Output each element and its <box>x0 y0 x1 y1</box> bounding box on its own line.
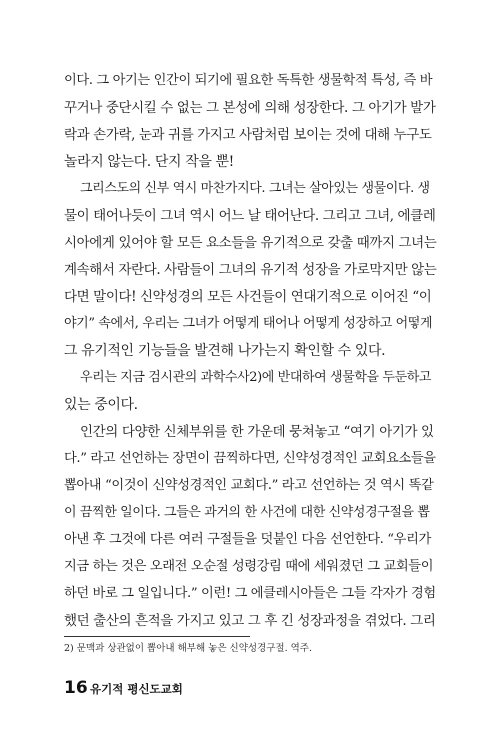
body-line: 이다. 그 아기는 인간이 되기에 필요한 독특한 생물학적 특성, 즉 바 <box>64 73 433 88</box>
body-line: 다면 말이다! 신약성경의 모든 사건들이 연대기적으로 이어진 “이 <box>64 289 432 305</box>
body-line: 아낸 후 그것에 다른 여러 구절들을 덧붙인 다음 선언한다. “우리가 <box>64 532 431 547</box>
body-line: 하던 바로 그 일입니다.” 이런! 그 에클레시아들은 그들 각자가 경험 <box>64 586 436 601</box>
body-line: 놀라지 않는다. 단지 작을 뿐! <box>64 154 234 170</box>
body-line: 있는 중이다. <box>64 397 138 413</box>
body-line: 계속해서 자란다. 사람들이 그녀의 유기적 성장을 가로막지만 않는 <box>64 262 437 278</box>
body-line: 우리는 지금 검시관의 과학수사2)에 반대하여 생물학을 두둔하고 <box>80 370 432 385</box>
footnote-divider <box>64 636 250 637</box>
body-line: 뽑아내 “이것이 신약성경적인 교회다.” 라고 선언하는 것 역시 똑같 <box>64 478 434 493</box>
body-line: 이 끔찍한 일이다. 그들은 과거의 한 사건에 대한 신약성경구절을 뽑 <box>64 505 430 520</box>
body-line: 그 유기적인 기능들을 발견해 나가는지 확인할 수 있다. <box>64 343 386 359</box>
body-line: 시아에게 있어야 할 모든 요소들을 유기적으로 갖출 때까지 그녀는 <box>64 235 437 251</box>
body-line: 다.” 라고 선언하는 장면이 끔찍하다면, 신약성경적인 교회요소들을 <box>64 451 436 466</box>
body-line: 했던 출산의 흔적을 가지고 있고 그 후 긴 성장과정을 겪었다. 그리 <box>64 613 436 629</box>
body-line: 지금 하는 것은 오래전 오순절 성령강림 때에 세워졌던 그 교회들이 <box>64 559 434 574</box>
body-line: 그리스도의 신부 역시 마찬가지다. 그녀는 살아있는 생물이다. 생 <box>80 181 430 196</box>
footnote: 2) 문맥과 상관없이 뽑아내 해부해 놓은 신약성경구절. 역주. <box>64 643 313 654</box>
body-line: 인간의 다양한 신체부위를 한 가운데 뭉쳐놓고 “여기 아기가 있 <box>80 424 434 440</box>
body-line: 야기” 속에서, 우리는 그녀가 어떻게 태어나 어떻게 성장하고 어떻게 <box>64 316 433 331</box>
running-head: 유기적 평신도교회 <box>90 682 183 696</box>
body-line: 물이 태어나듯이 그녀 역시 어느 날 태어난다. 그리고 그녀, 에클레 <box>64 208 436 224</box>
page-number: 16 <box>64 678 88 698</box>
body-line: 락과 손가락, 눈과 귀를 가지고 사람처럼 보이는 것에 대해 누구도 <box>64 127 432 143</box>
body-line: 꾸거나 중단시킬 수 없는 그 본성에 의해 성장한다. 그 아기가 발가 <box>64 100 436 116</box>
